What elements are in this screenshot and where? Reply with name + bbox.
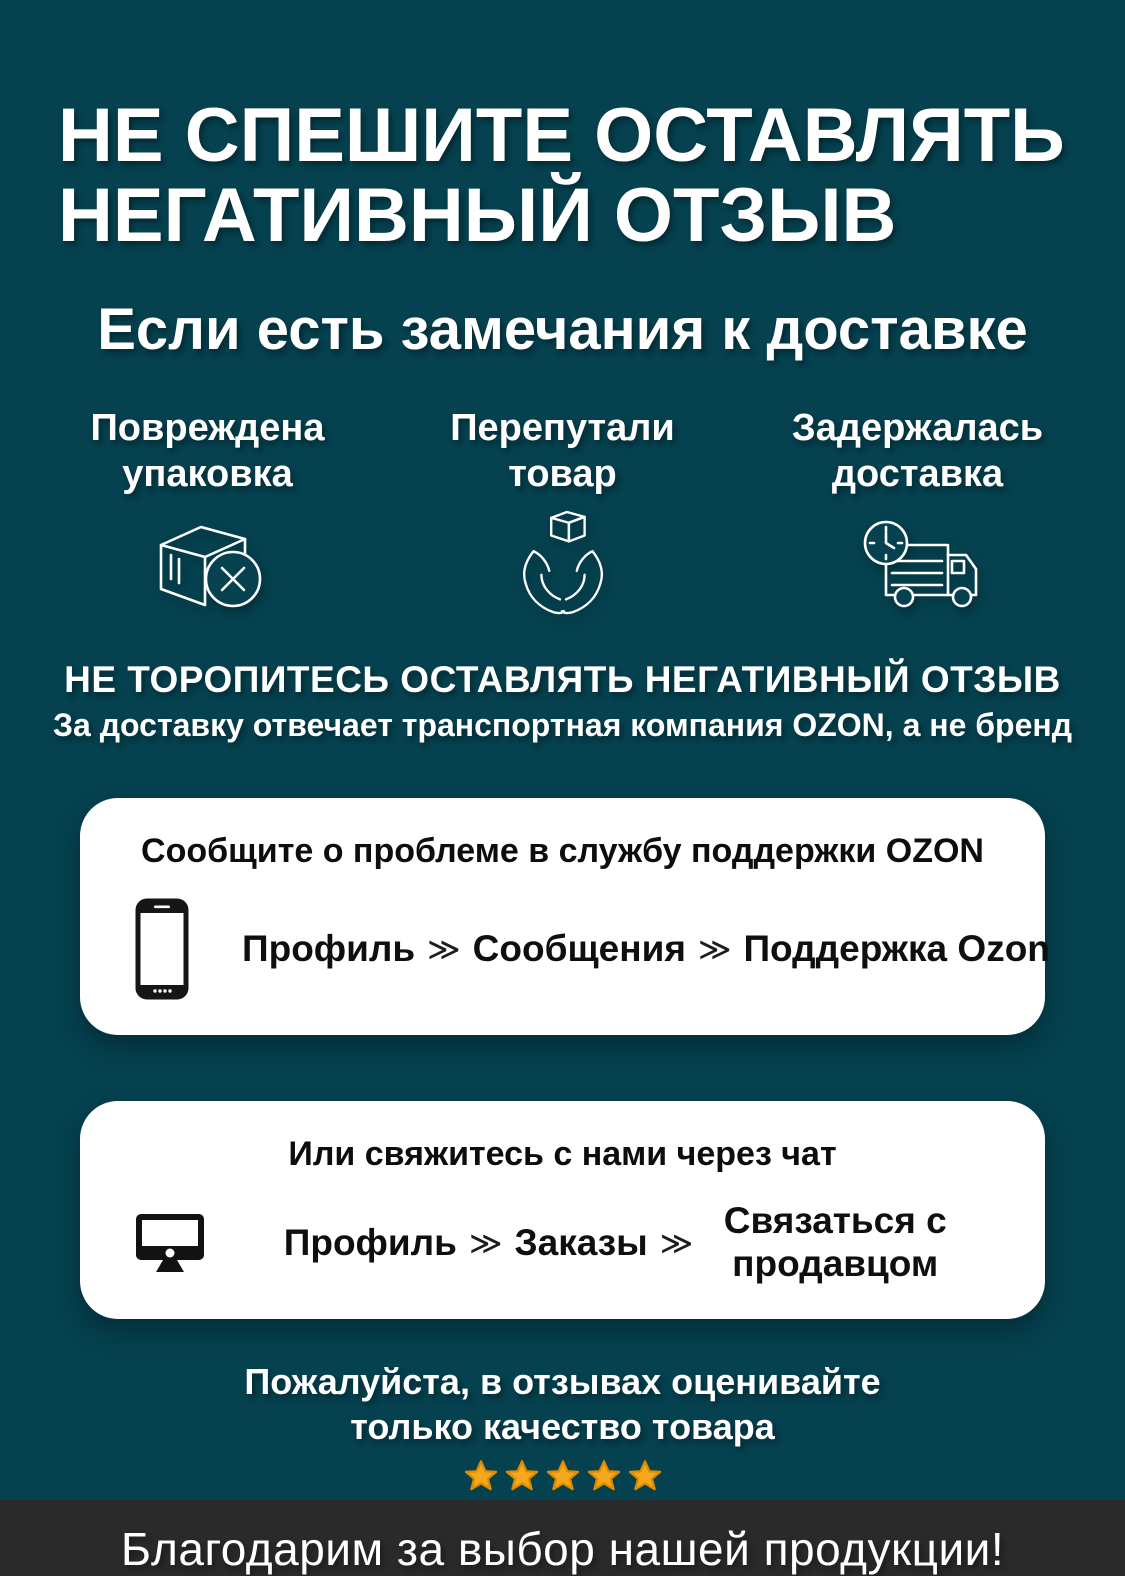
chevron-icon: ≫ [427,931,461,968]
chat-card [80,1101,1045,1319]
star-icon [464,1459,498,1492]
smartphone-icon [134,897,190,1001]
issues-row [0,405,1125,620]
step-ozon-support: Поддержка Ozon [743,928,1050,970]
support-path [242,928,1050,970]
step-profile: Профиль [283,1221,457,1263]
step-contact-seller: Связаться с продавцом [723,1200,947,1284]
issue-damaged-package [30,405,385,620]
chat-path [258,1200,991,1285]
chevron-icon: ≫ [697,931,732,968]
five-star-rating [0,1459,1125,1492]
star-icon [587,1459,621,1492]
step-orders: Заказы [514,1221,648,1263]
hands-box-icon [385,511,740,619]
thanks-text: Благодарим за выбор нашей продукции! [120,1523,1005,1576]
chat-steps-row [120,1200,1005,1285]
notice-title: НЕ ТОРОПИТЕСЬ ОСТАВЛЯТЬ НЕГАТИВНЫЙ ОТЗЫВ [64,659,1061,701]
support-card [80,798,1050,1035]
issue-delayed-delivery [740,405,1095,620]
support-card-title: Сообщите о проблеме в службу поддержки OZON [141,832,984,871]
page-title-line-2: НЕГАТИВНЫЙ ОТЗЫВ [58,172,897,258]
star-icon [546,1459,580,1492]
review-note-line-2: только качество товара [350,1406,775,1448]
step-messages: Сообщения [472,928,686,970]
page-title [0,0,1125,256]
support-steps-row [120,897,1050,1001]
review-note [0,1359,1125,1449]
monitor-icon [134,1212,206,1274]
star-icon [505,1459,539,1492]
issue-label: Задержалась доставка [791,406,1044,495]
truck-clock-icon [740,511,1095,619]
star-icon [628,1459,662,1492]
chat-card-title: Или свяжитесь с нами через чат [288,1135,837,1174]
step-profile: Профиль [242,928,416,970]
issue-label: Повреждена упаковка [90,406,325,495]
review-note-line-1: Пожалуйста, в отзывах оценивайте [244,1361,881,1403]
chevron-icon: ≫ [659,1224,694,1261]
page-subtitle: Если есть замечания к доставке [97,296,1028,362]
chevron-icon: ≫ [468,1224,503,1261]
damaged-box-icon [30,511,385,619]
notice-section [0,659,1125,744]
page-title-line-1: НЕ СПЕШИТЕ ОСТАВЛЯТЬ [58,93,1065,178]
issue-label: Перепутали товар [450,406,675,495]
notice-subtitle: За доставку отвечает транспортная компания OZON, а не бренд [52,707,1073,744]
issue-wrong-item [385,405,740,620]
